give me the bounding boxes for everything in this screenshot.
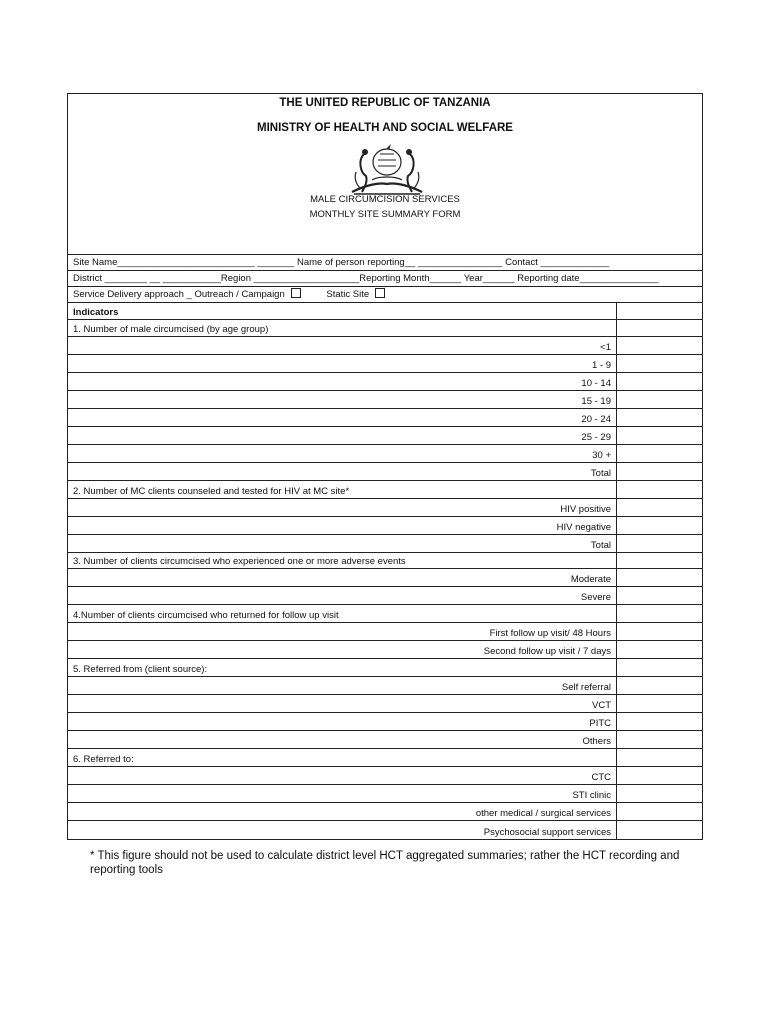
section-label: 2. Number of MC clients counseled and tested for HIV at MC site* <box>68 481 617 498</box>
value-cell[interactable] <box>617 785 702 802</box>
value-cell[interactable] <box>617 355 702 372</box>
indicator-label: Second follow up visit / 7 days <box>68 641 617 658</box>
republic-title: THE UNITED REPUBLIC OF TANZANIA <box>279 97 491 109</box>
value-cell[interactable] <box>617 641 702 658</box>
value-cell[interactable] <box>617 373 702 390</box>
section-row <box>68 481 702 499</box>
indicator-label: HIV negative <box>68 517 617 534</box>
indicator-row <box>68 713 702 731</box>
value-cell[interactable] <box>617 463 702 480</box>
coat-of-arms-emblem <box>344 142 430 196</box>
indicator-row <box>68 623 702 641</box>
value-cell[interactable] <box>617 445 702 462</box>
section-row <box>68 553 702 569</box>
value-cell[interactable] <box>617 821 702 839</box>
approach-label: Service Delivery approach _ Outreach / Campaign <box>73 289 285 300</box>
value-cell[interactable] <box>617 803 702 820</box>
indicator-row <box>68 587 702 605</box>
section-label: 1. Number of male circumcised (by age group) <box>68 320 617 336</box>
info-line-site: Site Name__________________________ _______ Name of person reporting__ ________________ Contact _____________ <box>68 255 702 271</box>
static-site-label: Static Site <box>326 289 370 300</box>
service-title: MALE CIRCUMCISION SERVICES <box>310 194 460 205</box>
value-cell[interactable] <box>617 767 702 784</box>
value-cell[interactable] <box>617 337 702 354</box>
value-cell[interactable] <box>617 569 702 586</box>
indicator-label: other medical / surgical services <box>68 803 617 820</box>
indicator-row <box>68 373 702 391</box>
section-label: 6. Referred to: <box>68 749 617 766</box>
section-row <box>68 605 702 623</box>
indicator-row <box>68 785 702 803</box>
indicator-row <box>68 427 702 445</box>
indicator-label: 1 - 9 <box>68 355 617 372</box>
value-cell[interactable] <box>617 303 702 319</box>
info-line-approach <box>68 287 702 303</box>
indicator-row <box>68 391 702 409</box>
indicator-label: 15 - 19 <box>68 391 617 408</box>
indicator-row <box>68 641 702 659</box>
indicator-row <box>68 445 702 463</box>
indicator-label: 25 - 29 <box>68 427 617 444</box>
indicator-rows <box>68 320 702 839</box>
value-cell[interactable] <box>617 499 702 516</box>
indicator-row <box>68 535 702 553</box>
value-cell[interactable] <box>617 553 702 568</box>
indicator-label: PITC <box>68 713 617 730</box>
value-cell[interactable] <box>617 427 702 444</box>
value-cell[interactable] <box>617 391 702 408</box>
indicator-row <box>68 517 702 535</box>
indicator-row <box>68 499 702 517</box>
indicator-label: Moderate <box>68 569 617 586</box>
indicator-label: CTC <box>68 767 617 784</box>
indicator-label: Others <box>68 731 617 748</box>
indicator-row <box>68 409 702 427</box>
indicator-label: <1 <box>68 337 617 354</box>
indicator-row <box>68 821 702 839</box>
indicator-label: 10 - 14 <box>68 373 617 390</box>
indicator-row <box>68 731 702 749</box>
indicator-row <box>68 337 702 355</box>
section-label: 3. Number of clients circumcised who experienced one or more adverse events <box>68 553 617 568</box>
indicator-label: VCT <box>68 695 617 712</box>
indicator-row <box>68 803 702 821</box>
summary-form <box>67 93 703 840</box>
value-cell[interactable] <box>617 605 702 622</box>
value-cell[interactable] <box>617 587 702 604</box>
indicator-row <box>68 463 702 481</box>
section-label: 5. Referred from (client source): <box>68 659 617 676</box>
indicator-label: 20 - 24 <box>68 409 617 426</box>
section-row <box>68 749 702 767</box>
indicator-row <box>68 677 702 695</box>
indicator-label: Self referral <box>68 677 617 694</box>
indicator-label: Psychosocial support services <box>68 821 617 839</box>
indicator-label: Severe <box>68 587 617 604</box>
footnote: * This figure should not be used to calculate district level HCT aggregated summaries; rather the HCT recording and reporting tools <box>90 850 680 876</box>
indicator-row <box>68 695 702 713</box>
section-label: 4.Number of clients circumcised who returned for follow up visit <box>68 605 617 622</box>
indicators-heading: Indicators <box>68 303 617 319</box>
value-cell[interactable] <box>617 713 702 730</box>
value-cell[interactable] <box>617 481 702 498</box>
indicators-header-row <box>68 303 702 320</box>
static-site-checkbox[interactable] <box>375 288 385 298</box>
indicator-row <box>68 767 702 785</box>
value-cell[interactable] <box>617 677 702 694</box>
value-cell[interactable] <box>617 695 702 712</box>
value-cell[interactable] <box>617 749 702 766</box>
indicator-row <box>68 355 702 373</box>
form-header <box>68 94 702 255</box>
ministry-title: MINISTRY OF HEALTH AND SOCIAL WELFARE <box>257 122 513 134</box>
indicator-row <box>68 569 702 587</box>
indicator-label: STI clinic <box>68 785 617 802</box>
section-row <box>68 320 702 337</box>
value-cell[interactable] <box>617 659 702 676</box>
value-cell[interactable] <box>617 731 702 748</box>
indicator-label: Total <box>68 535 617 552</box>
form-name: MONTHLY SITE SUMMARY FORM <box>309 209 461 220</box>
value-cell[interactable] <box>617 409 702 426</box>
outreach-checkbox[interactable] <box>291 288 301 298</box>
value-cell[interactable] <box>617 535 702 552</box>
indicator-label: HIV positive <box>68 499 617 516</box>
value-cell[interactable] <box>617 320 702 336</box>
indicator-label: First follow up visit/ 48 Hours <box>68 623 617 640</box>
info-line-district: District ________ __ ___________Region ____________________Reporting Month______ Year______ Reporting date_______________ <box>68 271 702 287</box>
section-row <box>68 659 702 677</box>
indicator-label: 30 + <box>68 445 617 462</box>
value-cell[interactable] <box>617 517 702 534</box>
value-cell[interactable] <box>617 623 702 640</box>
indicator-label: Total <box>68 463 617 480</box>
